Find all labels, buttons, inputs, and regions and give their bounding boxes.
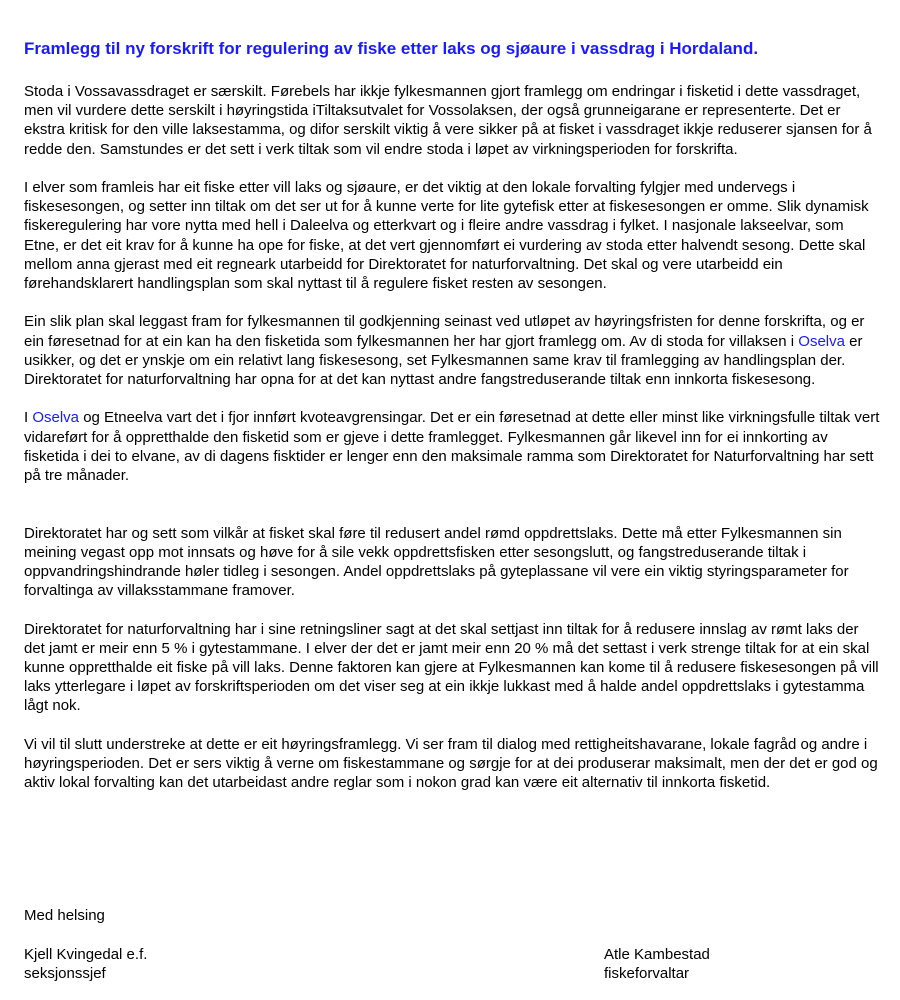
paragraph-guidelines: Direktoratet for naturforvaltning har i sine retningsliner sagt at det skal settjast inn tiltak for å redusere innslag av rømt laks der det jamt er meir enn 5 % i gytestammane. I elver der det er jamt meir enn 20 % må det settast i verk strenge tiltak for at ein skal kunne oppretthalde eit fiske på vill laks. Denne faktoren kan gjere at Fylkesmannen kan kome til å redusere fiskesesongen på vill laks ytterlegare i løpet av forskriftsperioden om det viser seg at ein ikkje lukkast med å halde andel oppdrettslaks i gytestamma lågt nok. [24,620,879,715]
paragraph-farmed-salmon: Direktoratet har og sett som vilkår at fisket skal føre til redusert andel rømd oppdrettslaks. Dette må etter Fylkesmannen sin meining vegast opp mot innsats og høve for å sile vekk oppdrettsfisken etter sesongslutt, og fangstreduserande tiltak i oppvandringshindrande høler tidleg i sesongen. Andel oppdrettslaks på gyteplassane vil vere ein viktig styringsparameter for forvaltinga av villaksstammane framover. [24,524,849,600]
signatory-left [24,945,147,983]
signatory-right-name: Atle Kambestad [604,946,710,963]
signatory-left-title: seksjonssjef [24,965,106,983]
paragraph-handling-plan [24,312,880,389]
document-body [24,38,880,812]
paragraph-text: og Etneelva vart det i fjor innført kvoteavgrensingar. Det er ein føresetnad at dette eller minst like virkningsfulle tiltak vert vidareført for å oppretthalde den fisketid som er gjeve i dette framlegget. Fylkesmannen går likevel inn for ei innkorting av fisketida i dei to elvane, av di dagens fisktider er lenger enn den maksimale ramma som Direktoratet for Naturforvaltning har sett på tre månader. [24,409,880,485]
oselva-link[interactable]: Oselva [798,332,845,350]
oselva-link[interactable]: Oselva [32,409,80,427]
paragraph-text: er usikker, og det er ynskje om ein relativt lang fiskesesong, set Fylkesmannen same krav til framlegging av handlingsplan der. Direktoratet for naturforvaltning har opna for at det kan nyttast andre fangstreduserande tiltak enn innkorta fiskesesong. [24,332,863,389]
signatory-left-name: Kjell Kvingedal e.f. [24,946,148,963]
paragraph-quota-limits [24,408,880,485]
paragraph-text: Ein slik plan skal leggast fram for fylkesmannen til godkjenning seinast ved utløpet av høyringsfristen for denne forskrifta, og er ein føresetnad for at ein kan ha den fisketida som fylkesmannen her har gjort framlegg om. Av di stoda for villaksen i [24,313,865,350]
signatory-right [604,945,710,983]
closing-greeting: Med helsing [24,907,105,924]
paragraph-text: I [24,409,33,427]
signatory-right-title: fiskeforvaltar [604,965,690,983]
paragraph-dynamic-regulation: I elver som framleis har eit fiske etter vill laks og sjøaure, er det viktig at den lokale forvalting fylgjer med undervegs i fiskesesongen, og setter inn tiltak om det ser ut for å kunne verte for lite gytefisk etter at fiskesesongen er omme. Slik dynamisk fiskeregulering har vore nytta med hell i Daleelva og etterkvart og i fleire andre vassdrag i fylket. I nasjonale lakseelvar, som Etne, er det eit krav for å kunne ha ope for fiske, at det vert gjennomført ei vurdering av stoda etter halvendt sesong. Dette skal mellom anna gjerast med eit regneark utarbeidd for Direktoratet for naturforvaltning. Det skal og vere utarbeidd ein førehandsklarert handlingsplan som skal nyttast til å regulere fisket resten av sesongen. [24,179,869,293]
paragraph-consultation: Vi vil til slutt understreke at dette er eit høyringsframlegg. Vi ser fram til dialog med rettigheitshavarane, lokale fagråd og andre i høyringsperioden. Det er sers viktig å verne om fiskestammane og sørgje for at dei produserar maksimalt, men der det er god og aktiv lokal forvalting kan det utarbeidast andre reglar som i nokon grad kan være eit alternativ til innkorta fisketid. [24,735,878,792]
paragraph-vossavassdraget: Stoda i Vossavassdraget er særskilt. Førebels har ikkje fylkesmannen gjort framlegg om endringar i fisketid i dette vassdraget, men vil vurdere dette serskilt i høyringstida iTiltaksutvalet for Vossolaksen, der også grunneigarane er representerte. Det er ekstra kritisk for den ville laksestamma, og difor serskilt viktig å vere sikker på at fisket i vassdraget ikkje reduserer sjansen for å redde den. Samstundes er det sett i verk tiltak som vil endre stoda i løpet av virkningsperioden for forskrifta. [24,83,872,158]
document-title: Framlegg til ny forskrift for regulering av fiske etter laks og sjøaure i vassdrag i Hordaland. [24,39,759,58]
